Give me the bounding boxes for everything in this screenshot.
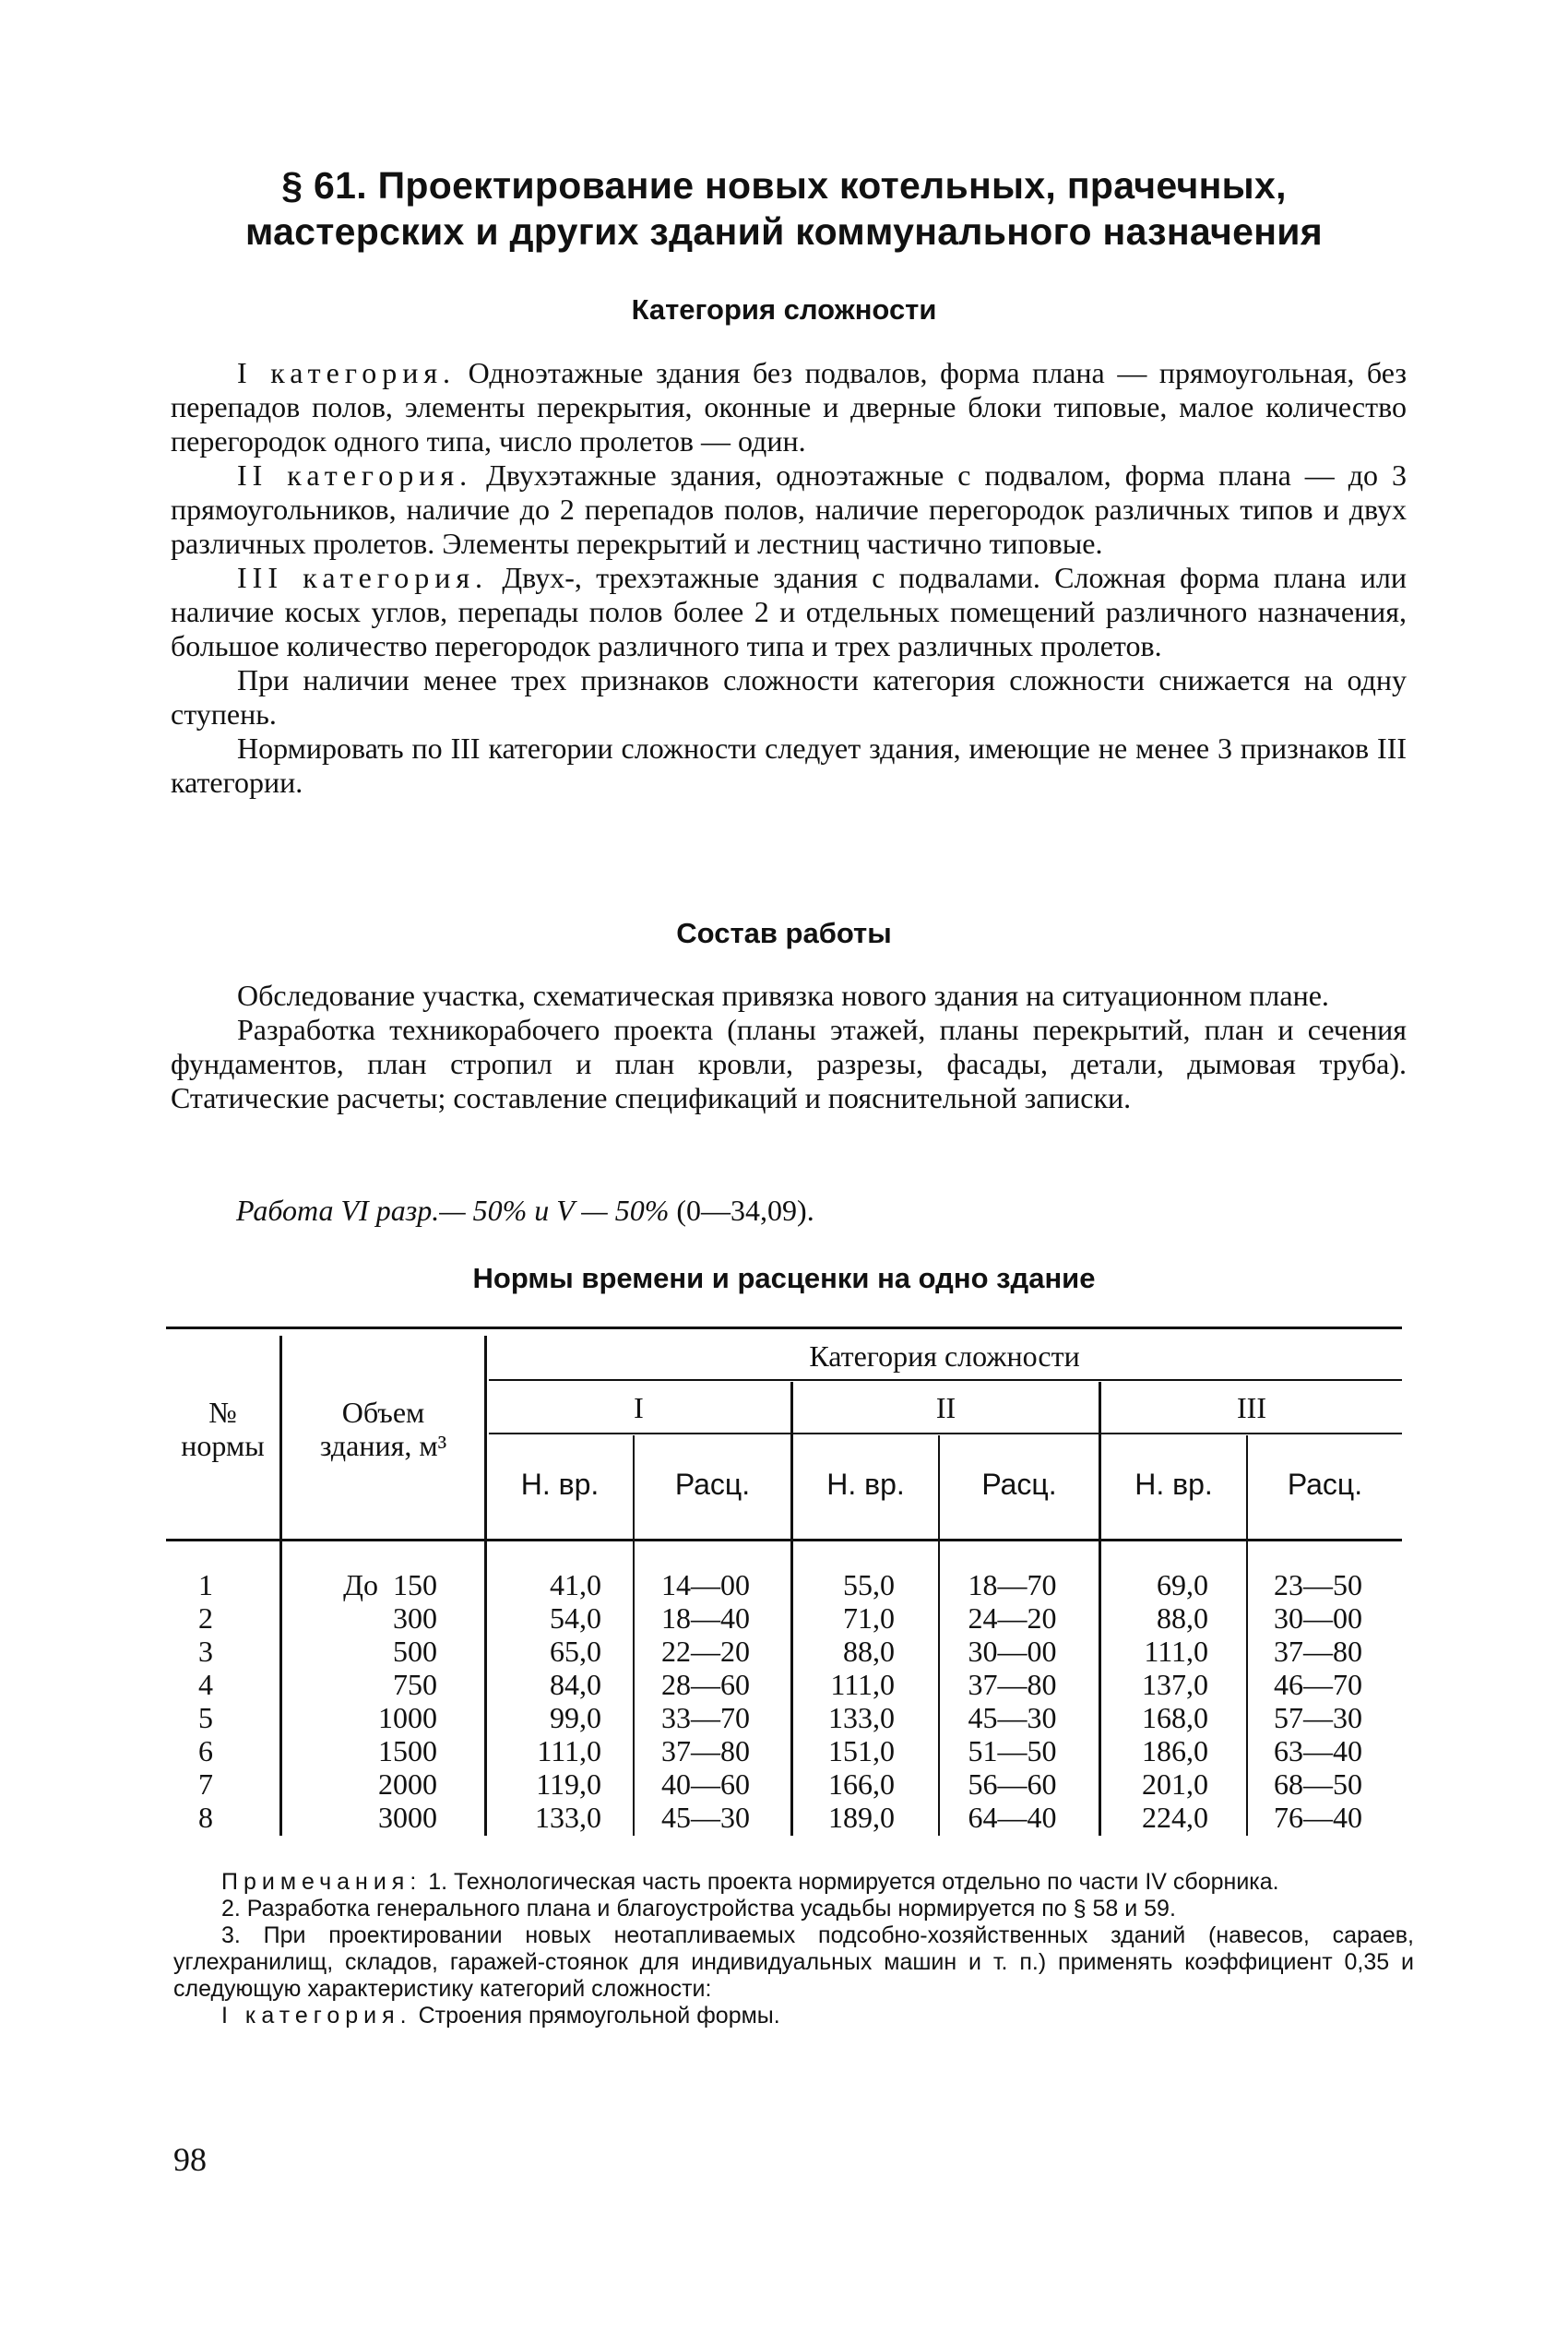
cell-cat1-norm-time: 119,0 [536,1767,601,1801]
header-category-2: II [935,1391,956,1424]
complexity-subheading: Категория сложности [631,293,937,326]
cell-cat2-rate: 56—60 [968,1767,1057,1801]
cell-cat2-norm-time: 133,0 [828,1701,895,1734]
note-4-text: Строения прямоугольной формы. [411,2003,780,2029]
cell-cat3-rate: 57—30 [1274,1701,1362,1734]
column-cat2-rate [940,1568,1085,1834]
cell-cat1-norm-time: 133,0 [535,1801,601,1834]
cell-cat3-norm-time: 201,0 [1142,1767,1208,1801]
cell-cat1-rate: 37—80 [661,1734,750,1767]
section-heading-line-2: мастерских и других зданий коммунального назначения [244,210,1323,253]
header-cat3-norm-time: Н. вр. [1134,1468,1213,1501]
cell-cat1-rate: 28—60 [661,1668,750,1701]
column-cat3-rate [1248,1568,1388,1834]
header-complexity: Категория сложности [809,1339,1080,1373]
cell-norm-number: 3 [198,1635,213,1668]
cell-cat3-rate: 46—70 [1274,1668,1362,1701]
cell-norm-number: 2 [198,1601,213,1635]
header-cat3-rate: Расц. [1287,1468,1363,1501]
complexity-header-rule [489,1379,1402,1381]
category-1-paragraph [171,356,1407,458]
cell-cat1-rate: 40—60 [661,1767,750,1801]
cell-cat1-rate: 22—20 [661,1635,750,1668]
category-1-text: Одноэтажные здания без подвалов, форма плана — прямоугольная, без перепадов полов, элементы перекрытия, оконные и дверные блоки типовые, малое количество перегородок одного типа, число пролетов — один. [171,356,1408,458]
cell-cat3-rate: 76—40 [1274,1801,1362,1834]
work-rate-code: (0—34,09). [676,1194,814,1227]
cell-norm-number: 8 [198,1801,213,1834]
cell-cat1-rate: 45—30 [661,1801,750,1834]
notes-section [173,1869,1414,2029]
header-norm-number-symbol: № [208,1396,237,1429]
work-rate-grades: Работа VI разр.— 50% и V — 50% [236,1194,670,1227]
cell-cat3-norm-time: 137,0 [1142,1668,1208,1701]
cell-norm-number: 5 [198,1701,213,1734]
cell-cat3-norm-time: 224,0 [1142,1801,1208,1834]
note-4 [173,2003,1414,2029]
category-3-paragraph [171,561,1407,663]
note-3: 3. При проектировании новых неотапливаемых подсобно-хозяйственных зданий (навесов, сараев, углехранилищ, складов, гаражей-стоянок для индивидуальных машин и т. п.) применять коэффициент 0,35 и следующую характеристику категорий сложности: [173,1922,1414,2002]
header-cat1-norm-time: Н. вр. [520,1468,600,1501]
cell-cat3-norm-time: 88,0 [1157,1601,1208,1635]
header-cat2-rate: Расц. [981,1468,1057,1501]
cell-cat2-norm-time: 189,0 [828,1801,895,1834]
category-2-label: II категория. [237,458,473,492]
header-category-3: III [1237,1391,1266,1424]
cell-volume: 1000 [378,1701,437,1734]
category-2-text: Двухэтажные здания, одноэтажные с подвалом, форма плана — до 3 прямоугольников, наличие до 2 перепадов полов, наличие перегородок различных типов и двух различных пролетов. Элементы перекрытий и лестниц частично типовые. [171,458,1408,560]
cell-cat2-norm-time: 166,0 [828,1767,895,1801]
category-1-label: I категория. [237,356,457,389]
note-4-label: I категория. [221,2003,412,2029]
cell-cat2-norm-time: 55,0 [843,1568,895,1601]
cell-cat2-rate: 45—30 [968,1701,1057,1734]
column-cat2-norm-time [793,1568,895,1834]
cell-cat3-rate: 37—80 [1274,1635,1362,1668]
work-composition-subheading: Состав работы [676,917,892,949]
cell-cat1-norm-time: 41,0 [550,1568,601,1601]
header-volume [282,1396,484,1462]
cell-cat3-norm-time: 186,0 [1142,1734,1208,1767]
cell-cat2-norm-time: 88,0 [843,1635,895,1668]
cell-cat2-rate: 64—40 [968,1801,1057,1834]
cell-norm-number: 7 [198,1767,213,1801]
cell-cat3-rate: 23—50 [1274,1568,1362,1601]
note-1-text: 1. Технологическая часть проекта нормируется отдельно по части IV сборника. [422,1869,1279,1895]
column-volume [314,1568,437,1834]
note-2: 2. Разработка генерального плана и благоустройства усадьбы нормируется по § 58 и 59. [221,1896,1176,1922]
cell-cat2-rate: 18—70 [968,1568,1057,1601]
cell-volume: 3000 [378,1801,437,1834]
cell-cat1-norm-time: 65,0 [550,1635,601,1668]
section-heading-line-1: § 61. Проектирование новых котельных, прачечных, [281,164,1287,207]
category-header-rule [489,1433,1402,1434]
cell-cat1-rate: 18—40 [661,1601,750,1635]
cell-cat2-rate: 24—20 [968,1601,1057,1635]
downgrade-rule: При наличии менее трех признаков сложности категория сложности снижается на одну ступень. [171,663,1407,731]
note-1 [173,1869,1414,1896]
cell-cat3-rate: 68—50 [1274,1767,1362,1801]
header-cat1-rate: Расц. [674,1468,751,1501]
cell-cat2-norm-time: 151,0 [828,1734,895,1767]
complexity-section [171,356,1407,800]
cell-cat3-rate: 63—40 [1274,1734,1362,1767]
cell-norm-number: 4 [198,1668,213,1701]
cell-cat1-rate: 14—00 [661,1568,750,1601]
category-3-label: III категория. [237,561,489,594]
cell-volume: 2000 [378,1767,437,1801]
column-cat1-rate [635,1568,777,1834]
cell-cat2-norm-time: 71,0 [843,1601,895,1635]
category-2-paragraph [171,458,1407,561]
work-composition-section [171,979,1407,1115]
cell-cat3-norm-time: 168,0 [1142,1701,1208,1734]
work-rate-line [236,1194,814,1228]
category-3-rule: Нормировать по III категории сложности следует здания, имеющие не менее 3 признаков III категории. [171,732,1407,799]
page-number: 98 [173,2141,207,2178]
cell-cat3-rate: 30—00 [1274,1601,1362,1635]
header-cat2-norm-time: Н. вр. [826,1468,905,1501]
cell-cat2-rate: 37—80 [968,1668,1057,1701]
work-paragraph-2: Разработка техникорабочего проекта (планы этажей, планы перекрытий, план и сечения фундаментов, план стропил и план кровли, разрезы, фасады, детали, дымовая труба). Статические расчеты; составление спецификаций и пояснительной записки. [171,1013,1407,1114]
header-norm-number-word: нормы [181,1429,265,1462]
table-top-rule [166,1327,1402,1329]
table-title: Нормы времени и расценки на одно здание [472,1262,1096,1294]
cell-volume: 300 [393,1601,437,1635]
cell-cat1-rate: 33—70 [661,1701,750,1734]
column-cat3-norm-time [1101,1568,1208,1834]
work-paragraph-1: Обследование участка, схематическая привязка нового здания на ситуационном плане. [237,979,1329,1012]
cell-cat1-norm-time: 111,0 [537,1734,601,1767]
cell-cat2-rate: 30—00 [968,1635,1057,1668]
cell-norm-number: 6 [198,1734,213,1767]
header-volume-word: Объем [341,1396,425,1429]
cell-volume: 750 [393,1668,437,1701]
cell-volume: 1500 [378,1734,437,1767]
category-3-text: Двух-, трехэтажные здания с подвалами. Сложная форма плана или наличие косых углов, перепады полов более 2 и отдельных помещений различного назначения, большое количество перегородок различного типа и трех различных пролетов. [171,561,1408,662]
cell-cat3-norm-time: 69,0 [1157,1568,1208,1601]
header-volume-unit: здания, м³ [319,1429,447,1462]
cell-volume: До 150 [343,1568,437,1601]
cell-cat2-norm-time: 111,0 [830,1668,895,1701]
table-header-bottom-rule [166,1539,1402,1541]
cell-cat1-norm-time: 54,0 [550,1601,601,1635]
cell-volume: 500 [393,1635,437,1668]
column-norm-number [166,1568,245,1834]
cell-cat2-rate: 51—50 [968,1734,1057,1767]
cell-cat3-norm-time: 111,0 [1144,1635,1208,1668]
header-norm-number [166,1396,279,1462]
notes-label: Примечания: [221,1869,422,1895]
cell-cat1-norm-time: 99,0 [550,1701,601,1734]
cell-norm-number: 1 [198,1568,213,1601]
header-category-1: I [634,1391,644,1424]
column-cat1-norm-time [498,1568,601,1834]
section-heading [166,162,1402,255]
cell-cat1-norm-time: 84,0 [550,1668,601,1701]
